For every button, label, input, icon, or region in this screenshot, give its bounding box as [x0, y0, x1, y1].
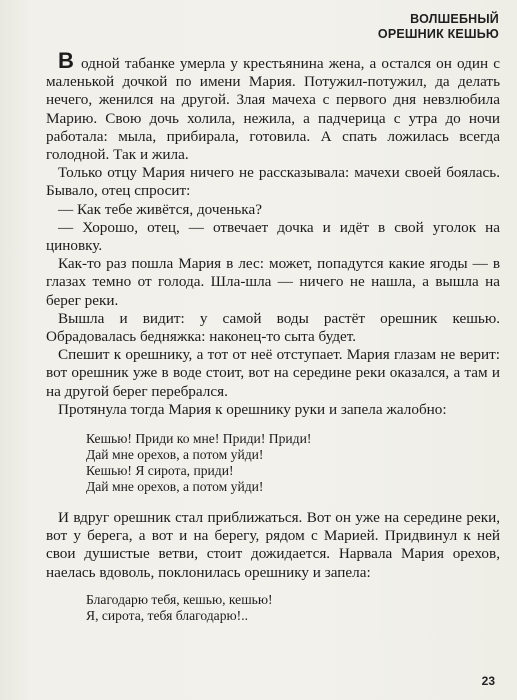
paragraph-7: Спешит к орешнику, а тот от неё отступает. Мария глазам не верит: вот орешник уже в воде стоит, вот на середине реки оказался, а там и на другой берег перебрался.: [46, 346, 500, 400]
page-number: 23: [481, 674, 495, 688]
drop-cap: В: [58, 48, 74, 73]
song-2-line: Я, сирота, тебя благодарю!..: [86, 607, 248, 623]
paragraph-1-text: одной табанке умерла у крестьянина жена, а остался он один с маленькой дочкой по имени Мария. Потужил-потужил, да делать нечего, женился на другой. Злая мачеха с первого дня невзлюбила Марию. Свою дочь холила, нежила, а падчерица с утра до ночи работала: мыла, прибирала, готовила. А спать ложилась всегда голодной. Так и жила.: [46, 55, 500, 164]
chapter-title-line-2: ОРЕШНИК КЕШЬЮ: [377, 27, 499, 41]
song-1-line: Дай мне орехов, а потом уйди!: [86, 479, 264, 495]
song-1: [86, 431, 500, 495]
chapter-header: [378, 12, 499, 42]
song-1-line: Кешью! Я сирота, приди!: [86, 463, 234, 479]
paragraph-4: — Хорошо, отец, — отвечает дочка и идёт в свой уголок на циновку.: [46, 218, 500, 255]
song-1-line: Дай мне орехов, а потом уйди!: [86, 447, 264, 463]
chapter-title-line-1: ВОЛШЕБНЫЙ: [410, 12, 499, 26]
song-1-line: Кешью! Приди ко мне! Приди! Приди!: [86, 431, 312, 447]
song-2: [86, 592, 500, 624]
paragraph-5: Как-то раз пошла Мария в лес: может, попадутся какие ягоды — в глазах темно от голода. Шла-шла — ничего не нашла, а вышла на берег реки.: [46, 255, 500, 309]
paragraph-3: — Как тебе живётся, доченька?: [58, 200, 262, 218]
story-text: [46, 48, 500, 624]
paragraph-2: Только отцу Мария ничего не рассказывала: мачехи своей боялась. Бывало, отец спросит:: [46, 164, 500, 200]
paragraph-1: [46, 48, 500, 164]
paragraph-9: И вдруг орешник стал приближаться. Вот он уже на середине реки, вот у берега, а вот и на берегу, рядом с Марией. Придвинул к ней свои душистые ветви, стоит дожидается. Нарвала Мария орехов, наелась вдоволь, поклонилась орешнику и запела:: [46, 509, 500, 581]
paragraph-8: Протянула тогда Мария к орешнику руки и запела жалобно:: [58, 400, 447, 418]
paragraph-6: Вышла и видит: у самой воды растёт орешник кешью. Обрадовалась бедняжка: наконец-то сыта будет.: [46, 309, 500, 346]
song-2-line: Благодарю тебя, кешью, кешью!: [86, 591, 273, 607]
